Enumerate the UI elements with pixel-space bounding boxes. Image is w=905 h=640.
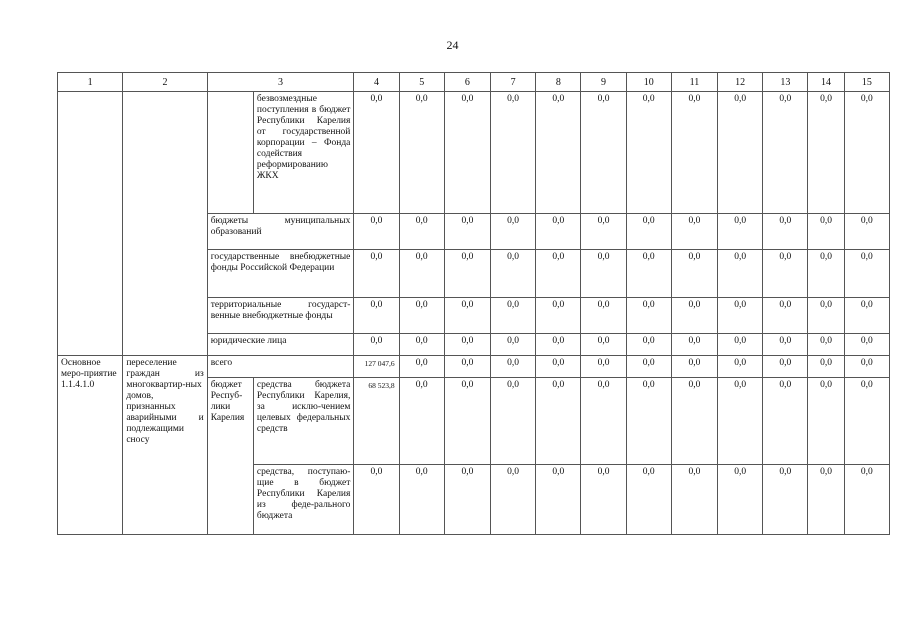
header-cell: 5 [399,73,444,92]
value-cell: 0,0 [718,298,763,334]
value-cell: 0,0 [536,378,581,465]
value-cell: 68 523,8 [354,378,399,465]
value-cell: 0,0 [844,378,889,465]
empty-cell [123,92,207,356]
value-cell: 0,0 [671,92,717,214]
header-cell: 1 [58,73,123,92]
value-cell: 0,0 [671,250,717,298]
value-cell: 0,0 [626,334,671,356]
value-cell: 0,0 [626,465,671,535]
value-cell: 0,0 [808,92,844,214]
activity-name: переселение граждан из многоквартир-ных домов, признанных аварийными и подлежащими сносу [123,356,207,535]
value-cell: 0,0 [844,298,889,334]
value-cell: 0,0 [399,334,444,356]
value-cell: 0,0 [581,298,626,334]
value-cell: 0,0 [444,465,490,535]
value-cell: 127 047,6 [354,356,399,378]
value-cell: 0,0 [354,465,399,535]
value-cell: 0,0 [444,214,490,250]
value-cell: 0,0 [536,298,581,334]
value-cell: 0,0 [626,250,671,298]
header-cell: 2 [123,73,207,92]
value-cell: 0,0 [444,356,490,378]
value-cell: 0,0 [763,334,808,356]
header-cell: 15 [844,73,889,92]
value-cell: 0,0 [354,334,399,356]
value-cell: 0,0 [491,250,536,298]
value-cell: 0,0 [844,465,889,535]
table-row [58,356,890,378]
value-cell: 0,0 [626,356,671,378]
header-cell: 11 [671,73,717,92]
value-cell: 0,0 [536,334,581,356]
value-cell: 0,0 [581,334,626,356]
value-cell: 0,0 [626,298,671,334]
value-cell: 0,0 [808,214,844,250]
source-label: средства бюджета Республики Карелия, за исклю-чением целевых федеральных средств [253,378,353,465]
value-cell: 0,0 [536,465,581,535]
value-cell: 0,0 [399,465,444,535]
value-cell: 0,0 [491,334,536,356]
value-cell: 0,0 [808,465,844,535]
header-cell: 7 [491,73,536,92]
source-label: всего [207,356,354,378]
value-cell: 0,0 [491,298,536,334]
value-cell: 0,0 [399,92,444,214]
value-cell: 0,0 [581,465,626,535]
budget-table [57,72,890,535]
header-cell: 13 [763,73,808,92]
value-cell: 0,0 [763,298,808,334]
value-cell: 0,0 [491,465,536,535]
source-label: государственные внебюджетные фонды Российской Федерации [207,250,354,298]
value-cell: 0,0 [536,356,581,378]
value-cell: 0,0 [718,214,763,250]
value-cell: 0,0 [808,334,844,356]
value-cell: 0,0 [808,356,844,378]
value-cell: 0,0 [354,250,399,298]
value-cell: 0,0 [718,378,763,465]
header-cell: 3 [207,73,354,92]
value-cell: 0,0 [763,465,808,535]
value-cell: 0,0 [718,334,763,356]
header-cell: 10 [626,73,671,92]
value-cell: 0,0 [399,378,444,465]
value-cell: 0,0 [671,298,717,334]
value-cell: 0,0 [671,356,717,378]
value-cell: 0,0 [536,92,581,214]
value-cell: 0,0 [718,92,763,214]
value-cell: 0,0 [354,92,399,214]
value-cell: 0,0 [808,250,844,298]
header-cell: 6 [444,73,490,92]
header-row [58,73,890,92]
value-cell: 0,0 [763,378,808,465]
value-cell: 0,0 [399,298,444,334]
value-cell: 0,0 [581,214,626,250]
value-cell: 0,0 [844,92,889,214]
value-cell: 0,0 [491,356,536,378]
page-number: 24 [446,38,459,52]
header-cell: 9 [581,73,626,92]
value-cell: 0,0 [444,378,490,465]
value-cell: 0,0 [581,250,626,298]
value-cell: 0,0 [718,250,763,298]
value-cell: 0,0 [844,250,889,298]
value-cell: 0,0 [626,92,671,214]
value-cell: 0,0 [671,378,717,465]
value-cell: 0,0 [763,92,808,214]
value-cell: 0,0 [581,92,626,214]
source-label: бюджеты муниципальных образований [207,214,354,250]
value-cell: 0,0 [536,214,581,250]
source-label: безвозмездные поступления в бюджет Республики Карелия от государственной корпорации – Фонда содействия реформированию ЖКХ [253,92,353,214]
value-cell: 0,0 [844,356,889,378]
value-cell: 0,0 [444,250,490,298]
value-cell: 0,0 [671,465,717,535]
value-cell: 0,0 [718,465,763,535]
header-cell: 12 [718,73,763,92]
value-cell: 0,0 [444,334,490,356]
value-cell: 0,0 [626,378,671,465]
source-label: юридические лица [207,334,354,356]
value-cell: 0,0 [581,356,626,378]
budget-group-label: бюджет Респуб-лики Карелия [207,378,253,535]
empty-cell [58,92,123,356]
table-row [58,92,890,214]
value-cell: 0,0 [844,214,889,250]
value-cell: 0,0 [808,378,844,465]
source-label: территориальные государст-венные внебюджетные фонды [207,298,354,334]
value-cell: 0,0 [581,378,626,465]
header-cell: 14 [808,73,844,92]
value-cell: 0,0 [354,214,399,250]
value-cell: 0,0 [444,92,490,214]
value-cell: 0,0 [808,298,844,334]
value-cell: 0,0 [671,334,717,356]
value-cell: 0,0 [763,356,808,378]
value-cell: 0,0 [671,214,717,250]
value-cell: 0,0 [536,250,581,298]
value-cell: 0,0 [491,214,536,250]
source-label: средства, поступаю-щие в бюджет Республики Карелия из феде-рального бюджета [253,465,353,535]
value-cell: 0,0 [491,378,536,465]
activity-code: Основное меро-приятие 1.1.4.1.0 [58,356,123,535]
value-cell: 0,0 [626,214,671,250]
value-cell: 0,0 [718,356,763,378]
value-cell: 0,0 [444,298,490,334]
value-cell: 0,0 [354,298,399,334]
value-cell: 0,0 [399,250,444,298]
value-cell: 0,0 [844,334,889,356]
value-cell: 0,0 [399,356,444,378]
value-cell: 0,0 [399,214,444,250]
value-cell: 0,0 [763,250,808,298]
value-cell: 0,0 [491,92,536,214]
value-cell: 0,0 [763,214,808,250]
header-cell: 4 [354,73,399,92]
header-cell: 8 [536,73,581,92]
empty-cell [207,92,253,214]
